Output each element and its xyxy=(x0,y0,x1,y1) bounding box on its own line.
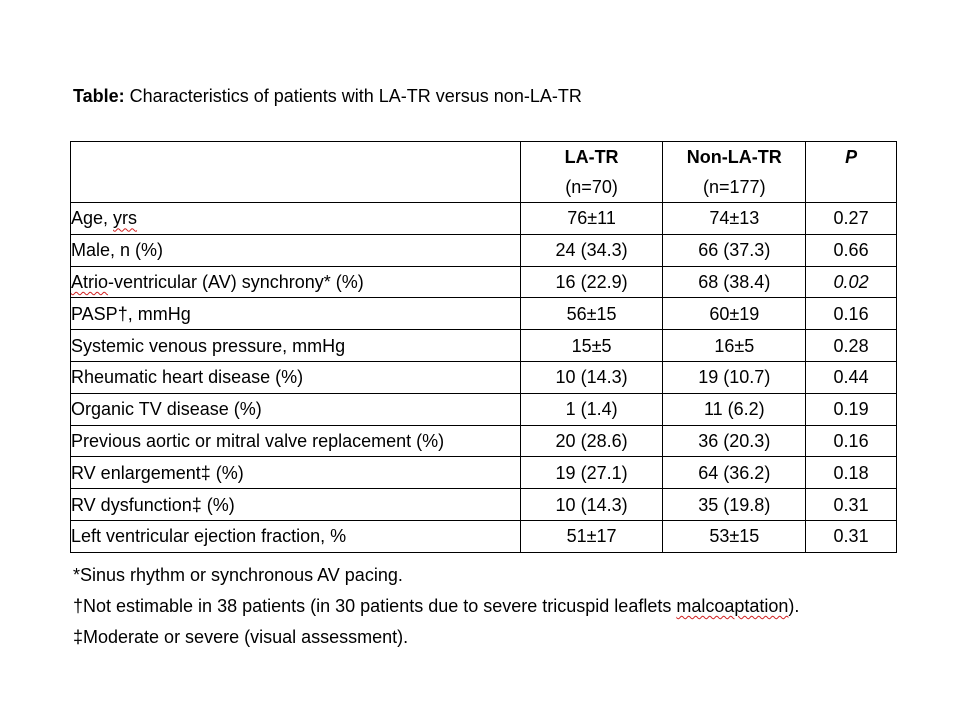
row-label-text: Left ventricular ejection fraction, % xyxy=(71,526,347,547)
p-value: 0.44 xyxy=(806,361,897,393)
p-value: 0.16 xyxy=(806,298,897,330)
footnote-not-estimable-end: ). xyxy=(788,596,800,616)
header-empty-cell xyxy=(71,142,521,203)
la-tr-value: 20 (28.6) xyxy=(520,425,663,457)
la-tr-value: 15±5 xyxy=(520,330,663,362)
table-body xyxy=(71,203,897,553)
row-label xyxy=(71,361,521,393)
non-la-tr-value: 68 (38.4) xyxy=(663,266,806,298)
row-label-text-end: -ventricular (AV) synchrony* (%) xyxy=(108,271,364,292)
table-row xyxy=(71,266,897,298)
p-value: 0.27 xyxy=(806,203,897,235)
non-la-tr-value: 19 (10.7) xyxy=(663,361,806,393)
la-tr-value: 19 (27.1) xyxy=(520,457,663,489)
la-tr-value: 24 (34.3) xyxy=(520,234,663,266)
p-value: 0.31 xyxy=(806,489,897,521)
la-tr-value: 10 (14.3) xyxy=(520,489,663,521)
non-la-tr-value: 11 (6.2) xyxy=(663,393,806,425)
caption-label: Table: xyxy=(73,86,125,106)
caption-text: Characteristics of patients with LA-TR versus non-LA-TR xyxy=(124,86,582,106)
la-tr-value: 51±17 xyxy=(520,520,663,552)
p-value: 0.19 xyxy=(806,393,897,425)
la-tr-value: 56±15 xyxy=(520,298,663,330)
non-la-tr-value: 64 (36.2) xyxy=(663,457,806,489)
row-label xyxy=(71,203,521,235)
table-header-row xyxy=(71,142,897,203)
footnote-sinus-rhythm: *Sinus rhythm or synchronous AV pacing. xyxy=(73,565,403,585)
row-label-text: Systemic venous pressure, mmHg xyxy=(71,335,346,356)
non-la-tr-value: 36 (20.3) xyxy=(663,425,806,457)
header-la-tr-n: (n=70) xyxy=(565,177,618,197)
row-label xyxy=(71,489,521,521)
footnote-not-estimable-text: †Not estimable in 38 patients (in 30 patients due to severe tricuspid leaflets xyxy=(73,596,677,616)
p-value: 0.66 xyxy=(806,234,897,266)
header-non-la-tr-title: Non-LA-TR xyxy=(686,147,782,167)
footnote-not-estimable xyxy=(73,591,799,622)
row-label-text: RV enlargement‡ (%) xyxy=(71,462,244,483)
row-label xyxy=(71,393,521,425)
table-row xyxy=(71,298,897,330)
row-label xyxy=(71,520,521,552)
row-label-text: Age, xyxy=(71,208,114,229)
header-la-tr xyxy=(520,142,663,203)
header-p-value xyxy=(806,142,897,203)
row-label xyxy=(71,425,521,457)
table-row xyxy=(71,234,897,266)
table-row xyxy=(71,330,897,362)
table-row xyxy=(71,393,897,425)
non-la-tr-value: 53±15 xyxy=(663,520,806,552)
header-non-la-tr-n: (n=177) xyxy=(703,177,766,197)
table-caption xyxy=(73,86,582,107)
row-label xyxy=(71,298,521,330)
row-label-text: Rheumatic heart disease (%) xyxy=(71,367,304,388)
non-la-tr-value: 66 (37.3) xyxy=(663,234,806,266)
table-row xyxy=(71,520,897,552)
row-label xyxy=(71,457,521,489)
p-value: 0.31 xyxy=(806,520,897,552)
non-la-tr-value: 35 (19.8) xyxy=(663,489,806,521)
non-la-tr-value: 60±19 xyxy=(663,298,806,330)
characteristics-table xyxy=(70,141,897,553)
header-p-title: P xyxy=(845,147,858,167)
row-label-text: Organic TV disease (%) xyxy=(71,399,262,420)
table-row xyxy=(71,489,897,521)
p-value: 0.18 xyxy=(806,457,897,489)
row-label-text: Previous aortic or mitral valve replacement (%) xyxy=(71,430,445,451)
p-value: 0.16 xyxy=(806,425,897,457)
non-la-tr-value: 74±13 xyxy=(663,203,806,235)
row-label xyxy=(71,234,521,266)
spellcheck-word: yrs xyxy=(113,208,138,229)
row-label xyxy=(71,266,521,298)
table-row xyxy=(71,457,897,489)
spellcheck-word: Atrio xyxy=(71,271,109,292)
la-tr-value: 16 (22.9) xyxy=(520,266,663,298)
la-tr-value: 10 (14.3) xyxy=(520,361,663,393)
row-label xyxy=(71,330,521,362)
la-tr-value: 76±11 xyxy=(520,203,663,235)
table-row xyxy=(71,203,897,235)
spellcheck-word-malcoaptation: malcoaptation xyxy=(676,596,789,616)
p-value: 0.28 xyxy=(806,330,897,362)
row-label-text: PASP†, mmHg xyxy=(71,303,191,324)
row-label-text: RV dysfunction‡ (%) xyxy=(71,494,235,515)
header-non-la-tr xyxy=(663,142,806,203)
row-label-text: Male, n (%) xyxy=(71,240,164,261)
la-tr-value: 1 (1.4) xyxy=(520,393,663,425)
p-value: 0.02 xyxy=(806,266,897,298)
table-row xyxy=(71,425,897,457)
table-row xyxy=(71,361,897,393)
header-la-tr-title: LA-TR xyxy=(564,147,619,167)
non-la-tr-value: 16±5 xyxy=(663,330,806,362)
footnote-moderate-severe: ‡Moderate or severe (visual assessment). xyxy=(73,627,409,647)
footnotes xyxy=(73,560,799,653)
